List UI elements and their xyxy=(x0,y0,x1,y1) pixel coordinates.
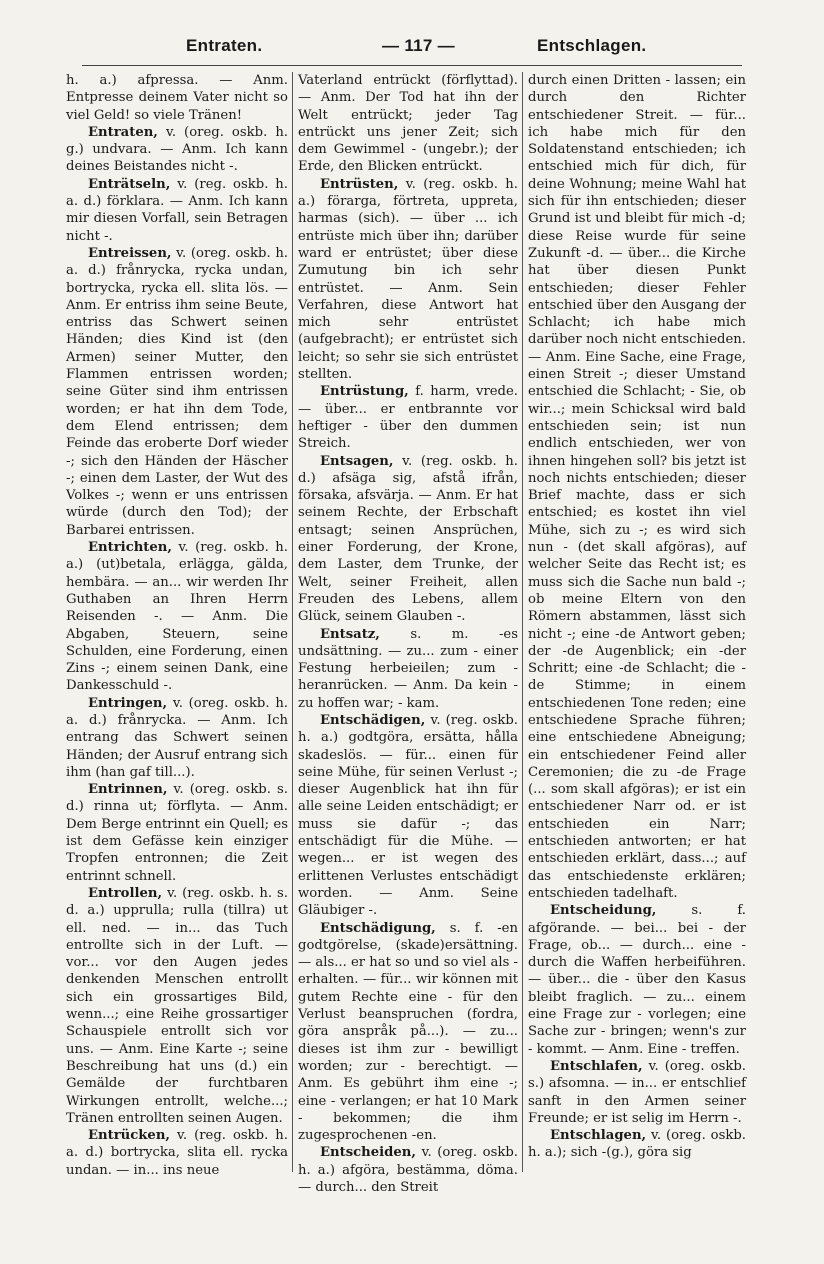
entry-text: s. m. -es undsättning. — zu... zum - einer Festung herbeieilen; zum - heranrücken. — Anm. Da kein - zu hoffen war; - kam. xyxy=(298,626,518,711)
entry-headword: Entreissen, xyxy=(88,245,172,261)
entry-headword: Entsatz, xyxy=(320,626,380,642)
header-rule xyxy=(82,65,742,66)
entry-headword: Entraten, xyxy=(88,124,158,140)
entry-text: v. (oreg. oskb. s. d.) rinna ut; förflyta. — Anm. Dem Berge entrinnt ein Quell; es ist dem Gefässe kein einziger Tropfen entronnen; die Zeit entrinnt schnell. xyxy=(66,782,288,884)
entry-headword: Entrüsten, xyxy=(320,176,399,192)
dictionary-entry xyxy=(66,1127,288,1179)
entry-headword: Entrücken, xyxy=(88,1128,171,1144)
entry-text: v. (reg. oskb. h. a.) godtgöra, ersätta, hålla skadeslös. — für... einen für seine Mühe, für seinen Verlust -; dieser Augenblick hat ihn für alle seine Leiden entschädigt; er muss sie dafür -; das entschädigt für die Mühe. — wegen... er ist wegen des erlittenen Verlustes entschädigt worden. — Anm. Seine Gläubiger -. xyxy=(298,712,518,919)
entry-text: durch einen Dritten - lassen; ein durch den Richter entschiedener Streit. — für... ich habe mich für den Soldatenstand entschieden; ich entschied mich für dich, für deine Wohnung; meine Wahl hat sich für ihn entschieden; dieser Grund ist und bleibt für mich -d; diese Reise wurde für seine Zukunft -d. — über... die Kirche hat über diesen Punkt entschieden; dieser Fehler entschied über den Ausgang der Schlacht; ich habe mich darüber noch nicht entschieden. — Anm. Eine Sache, eine Frage, einen Streit -; dieser Umstand entschied die Schlacht; - Sie, ob wir...; mein Schicksal wird bald entschieden sein; ist nun endlich entschieden, wer von ihnen hingehen soll? bis jetzt ist noch nichts entschieden; dieser Brief machte, dass er sich entschied; es kostet ihn viel Mühe, sich zu -; es wird sich nun - (det skall afgöras), auf welcher Seite das Recht ist; es muss sich die Sache nun bald -; ob meine Eltern von den Römern abstammen, lässt sich nicht -; eine -de Antwort geben; der -de Augenblick; ein -der Schritt; eine -de Schlacht; die -de Stimme; in einem entschiedenen Tone reden; eine entschiedene Sprache führen; eine entschiedene Abneigung; ein entschiedener Feind aller Ceremonien; die zu -de Frage (... som skall afgöras); er ist ein entschiedener Narr od. er ist entschieden ein Narr; entschieden antworten; er hat entschieden erklärt, dass...; auf das entschiedenste erklären; entschieden tadelhaft. xyxy=(528,73,746,901)
entry-text: v. (oreg. oskb. h. a.); sich -(g.), göra sig xyxy=(528,1128,746,1161)
entry-headword: Entsagen, xyxy=(320,453,394,469)
entry-text: v. (reg. oskb. h. a. d.) förklara. — Anm. Ich kann mir diesen Vorfall, sein Betragen nicht -. xyxy=(66,176,288,244)
column-1 xyxy=(66,72,288,1182)
entry-text: f. harm, vrede. — über... er entbrannte vor heftiger - über den dummen Streich. xyxy=(298,384,518,452)
entry-text: s. f. -en godtgörelse, (skade)ersättning. — als... er hat so und so viel als - erhalten. — für... wir können mit gutem Rechte eine - für den Verlust beanspruchen (fordra, göra anspråk på...). — zu... dieses ist ihm zur - bewilligt worden; zur - berechtigt. — Anm. Es gebührt ihm eine -; eine - verlangen; er hat 10 Mark - bekommen; die ihm zugesprochenen -en. xyxy=(298,920,518,1144)
dictionary-entry xyxy=(298,453,518,626)
entry-headword: Entschädigung, xyxy=(320,920,436,936)
dictionary-entry xyxy=(298,383,518,452)
dictionary-entry xyxy=(66,695,288,781)
dictionary-entry xyxy=(66,885,288,1127)
column-divider-2 xyxy=(522,72,523,1172)
entry-headword: Entrichten, xyxy=(88,540,172,556)
dictionary-entry xyxy=(298,712,518,920)
dictionary-entry xyxy=(66,124,288,176)
entry-text: v. (reg. oskb. h. a.) förargа, förtreta, uppreta, harmas (sich). — über ... ich entrüste mich über ihn; darüber ward er entrüstet; über diese Zumutung bin ich sehr entrüstet. — Anm. Sein Verfahren, diese Antwort hat mich sehr entrüstet (aufgebracht); er entrüstet sich leicht; so sehr sie sich entrüstet stellten. xyxy=(298,176,518,383)
dictionary-entry xyxy=(298,72,518,176)
entry-headword: Entschädigen, xyxy=(320,712,426,728)
entry-headword: Entschlagen, xyxy=(550,1128,647,1144)
dictionary-entry xyxy=(298,1144,518,1196)
entry-text: v. (oreg. oskb. s.) afsomna. — in... er entschlief sanft in den Armen seiner Freunde; er ist selig im Herrn -. xyxy=(528,1058,746,1126)
entry-text: Vaterland entrückt (förflyttad). — Anm. Der Tod hat ihn der Welt entrückt; jeder Tag entrückt uns jener Zeit; sich dem Gewimmel - (ungebr.); der Erde, den Blicken entrückt. xyxy=(298,73,518,175)
entry-text: h. a.) afpressa. — Anm. Entpresse deinem Vater nicht so viel Geld! so viele Tränen! xyxy=(66,73,288,123)
dictionary-entry xyxy=(298,920,518,1145)
dictionary-entry xyxy=(528,1058,746,1127)
dictionary-entry xyxy=(528,1127,746,1162)
header-right-guideword: Entschlagen. xyxy=(537,36,647,55)
entry-text: v. (oreg. oskb. h. a. d.) frånrycka. — Anm. Ich entrang das Schwert seinen Händen; der Ausruf entrang sich ihm (han gaf till...). xyxy=(66,695,288,780)
dictionary-entry xyxy=(66,245,288,539)
entry-headword: Entrüstung, xyxy=(320,384,409,400)
page-number: — 117 — xyxy=(382,36,455,55)
entry-headword: Entscheiden, xyxy=(320,1145,416,1161)
entry-text: s. f. afgörande. — bei... bei - der Frage, ob... — durch... eine - durch die Waffen herbeiführen. — über... die - über den Kasus bleibt fraglich. — zu... einem eine Frage zur - vorlegen; eine Sache zur - bringen; wenn's zur - kommt. — Anm. Eine - treffen. xyxy=(528,903,746,1057)
entry-text: v. (oreg. oskb. h. a. d.) frånrycka, rycka undan, bortrycka, rycka ell. slita lös. — Anm. Er entriss ihm seine Beute, entriss das Schwert seinen Händen; dies Kind ist (den Armen) seiner Mutter, den Flammen entrissen worden; seine Güter sind ihm entrissen worden; er hat ihn dem Tode, dem Elend entrissen; dem Feinde das eroberte Dorf wieder -; sich den Händen der Häscher -; einen dem Laster, der Wut des Volkes -; wenn er uns entrissen würde (durch den Tod); der Barbarei entrissen. xyxy=(66,245,288,538)
entry-headword: Entrinnen, xyxy=(88,782,168,798)
entry-text: v. (oreg. oskb. h. a.) afgöra, bestämma, döma. — durch... den Streit xyxy=(298,1145,518,1195)
entry-text: v. (reg. oskb. h. d.) afsäga sig, afstå ifrån, försaka, afsvärja. — Anm. Er hat seinem Rechte, der Erbschaft entsagt; seinen Ansprüchen, einer Forderung, der Krone, dem Laster, dem Trunke, der Welt, seiner Freiheit, allen Freuden des Lebens, allem Glück, seinem Glauben -. xyxy=(298,453,518,625)
dictionary-entry xyxy=(298,176,518,384)
entry-text: v. (oreg. oskb. h. g.) undvara. — Anm. Ich kann deines Beistandes nicht -. xyxy=(66,124,288,175)
entry-text: v. (reg. oskb. h. a. d.) bortrycka, slita ell. rycka undan. — in... ins neue xyxy=(66,1128,288,1178)
entry-headword: Entscheidung, xyxy=(550,903,657,919)
entry-headword: Entrollen, xyxy=(88,885,163,901)
column-3 xyxy=(528,72,746,1182)
entry-headword: Enträtseln, xyxy=(88,176,171,192)
dictionary-entry xyxy=(66,176,288,245)
dictionary-entry xyxy=(298,626,518,712)
dictionary-entry xyxy=(66,539,288,695)
entry-headword: Entschlafen, xyxy=(550,1058,643,1074)
dictionary-entry xyxy=(66,781,288,885)
entry-text: v. (reg. oskb. h. s. d. a.) upprulla; rulla (tillra) ut ell. ned. — in... das Tuch entrollte sich in der Luft. — vor... vor den Augen jedes denkenden Menschen entrollt sich ein grossartiges Bild, wenn...; eine Reihe grossartiger Schauspiele entrollt sich vor uns. — Anm. Eine Karte -; seine Beschreibung hat uns (d.) ein Gemälde der furchtbaren Wirkungen entrollt, welche...; Tränen entrollten seinen Augen. xyxy=(66,885,288,1126)
header-left-guideword: Entraten. xyxy=(186,36,263,55)
column-divider-1 xyxy=(292,72,293,1172)
running-header xyxy=(82,36,742,62)
column-2 xyxy=(298,72,518,1195)
dictionary-entry xyxy=(528,902,746,1058)
dictionary-entry xyxy=(528,72,746,902)
entry-text: v. (reg. oskb. h. a.) (ut)betala, erlägga, gälda, hembära. — an... wir werden Ihr Guthaben an Ihren Herrn Reisenden -. — Anm. Die Abgaben, Steuern, seine Schulden, eine Forderung, einen Zins -; einem seinen Dank, eine Dankesschuld -. xyxy=(66,540,288,694)
dictionary-entry xyxy=(66,72,288,124)
entry-headword: Entringen, xyxy=(88,695,168,711)
